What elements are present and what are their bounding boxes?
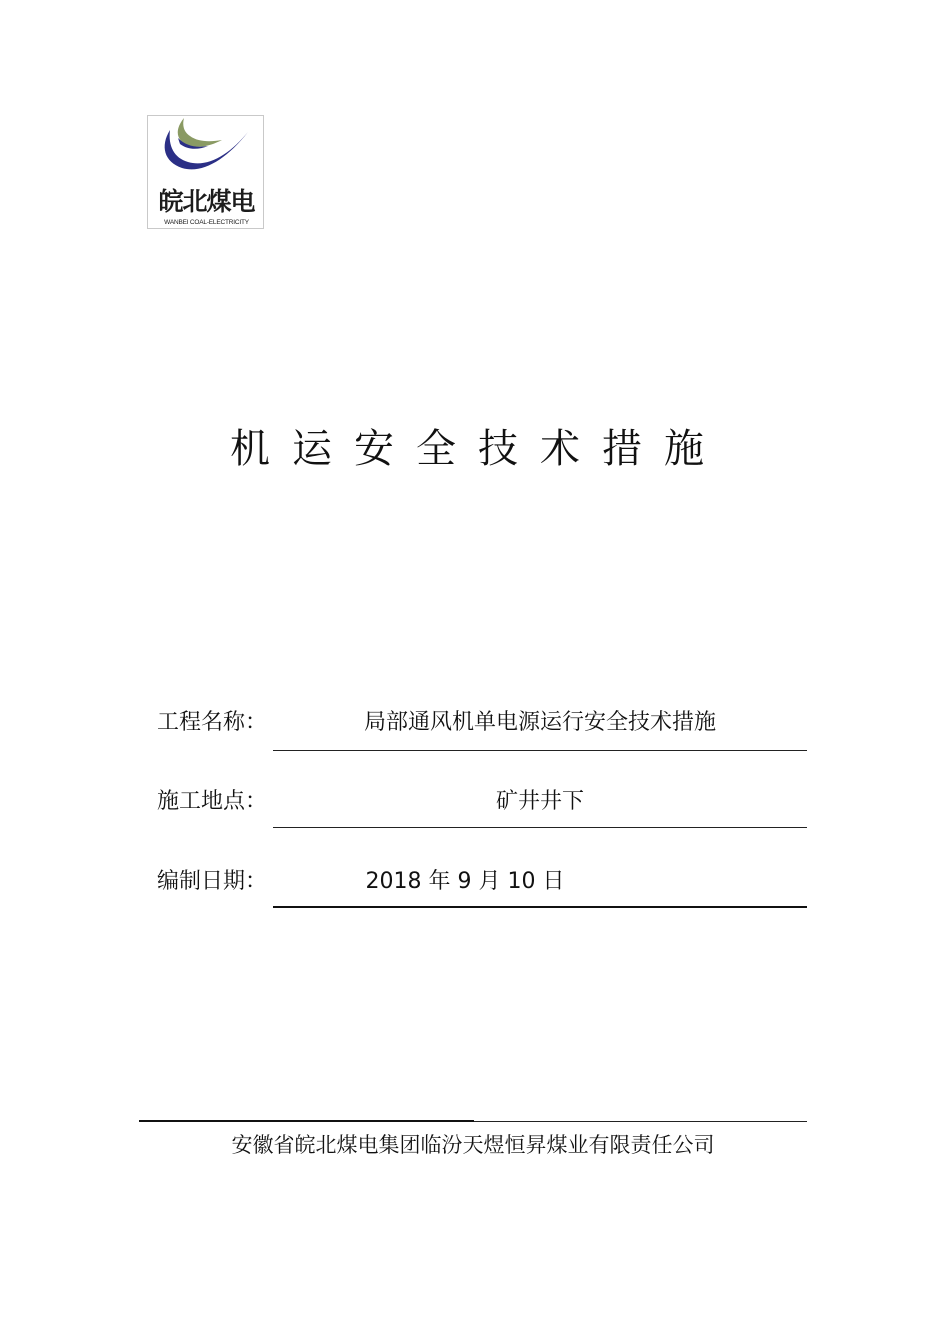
footer-company-name: 安徽省皖北煤电集团临汾天煜恒昇煤业有限责任公司 xyxy=(231,1133,715,1157)
document-title: 机运安全技术措施 xyxy=(230,426,726,472)
location-row xyxy=(157,787,807,831)
date-underline xyxy=(273,906,807,908)
location-value: 矿井井下 xyxy=(495,789,584,814)
date-label: 编制日期： xyxy=(157,869,268,894)
logo-english-name: WANBEI COAL-ELECTRICITY xyxy=(164,219,249,226)
company-logo xyxy=(147,115,264,229)
footer-divider-right xyxy=(474,1121,807,1122)
project-name-underline xyxy=(273,750,807,751)
footer-divider-left xyxy=(139,1120,474,1122)
project-name-row xyxy=(157,708,807,752)
project-name-label: 工程名称： xyxy=(157,710,268,735)
location-label: 施工地点： xyxy=(157,789,268,814)
date-row xyxy=(157,867,807,911)
project-name-value: 局部通风机单电源运行安全技术措施 xyxy=(363,710,716,735)
logo-chinese-name: 皖北煤电 xyxy=(158,187,255,216)
date-value: 2018 年 9 月 10 日 xyxy=(365,869,565,894)
location-underline xyxy=(273,827,807,828)
